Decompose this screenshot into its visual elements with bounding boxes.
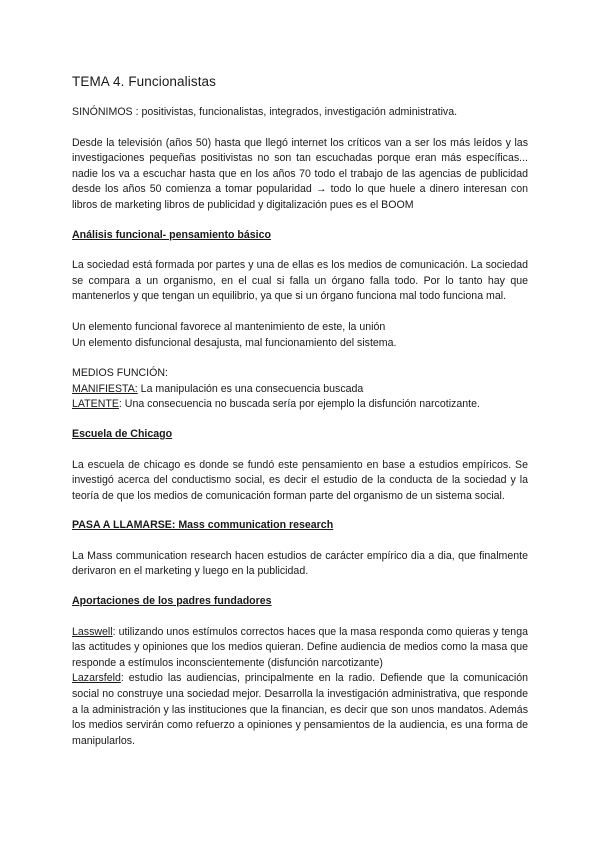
section-heading-chicago: Escuela de Chicago	[72, 427, 173, 440]
lasswell-paragraph	[72, 625, 528, 672]
mass-paragraph: La Mass communication research hacen estudios de carácter empírico dia a dia, que finalmente derivaron en el marketing y luego en la publicidad.	[72, 549, 528, 578]
section-heading-aportaciones: Aportaciones de los padres fundadores	[72, 595, 272, 608]
latente-label: LATENTE	[72, 398, 119, 411]
disfuncional-line: Un elemento disfuncional desajusta, mal funcionamiento del sistema.	[72, 336, 397, 349]
page-title: TEMA 4. Funcionalistas	[72, 74, 217, 89]
intro-paragraph: Desde la televisión (años 50) hasta que llegó internet los críticos van a ser los más leídos y las investigaciones pequeñas positivistas no son tan escuchadas porque eran más específicas... nadie los va a escuchar hasta que en los años 70 todo el trabajo de las agencias de publicidad desde los años 50 comienza a tomar popularidad → todo lo que huele a dinero interesan con libros de marketing libros de publicidad y digitalización pues es el BOOM	[72, 136, 528, 211]
lazarsfeld-label: Lazarsfeld	[72, 672, 121, 685]
manifiesta-label: MANIFIESTA:	[72, 382, 138, 395]
sinonimos-line: SINÓNIMOS : positivistas, funcionalistas, integrados, investigación administrativa.	[72, 106, 458, 118]
document-body	[72, 74, 528, 749]
lasswell-label: Lasswell	[72, 625, 113, 638]
lasswell-text: : utilizando unos estímulos correctos haces que la masa responda como quieras y tenga las actitudes y opiniones que los medios quieran. Define audiencia de medios como la masa que responde a estímulos inconscientemente (disfunción narcotizante)	[72, 625, 528, 669]
latente-line	[72, 397, 528, 413]
manifiesta-text: La manipulación es una consecuencia buscada	[137, 382, 364, 395]
lazarsfeld-paragraph	[72, 671, 528, 749]
manifiesta-line	[72, 382, 528, 398]
lazarsfeld-text: : estudio las audiencias, principalmente en la radio. Defiende que la comunicación social no construye una sociedad mejor. Desarrolla la investigación administrativa, que responde a la administración y las instituciones que la financian, es decir que son unos mandatos. Además los medios servirán como refuerzo a opiniones y pensamientos de la audiencia, es una forma de manipularlos.	[72, 672, 528, 747]
chicago-paragraph: La escuela de chicago es donde se fundó este pensamiento en base a estudios empíricos. Se investigó acerca del conductismo social, es decir el estudio de la conducta de la sociedad y la teoría de que los medios de comunicación forman parte del organismo de un sistema social.	[72, 458, 528, 502]
analisis-paragraph: La sociedad está formada por partes y una de ellas es los medios de comunicación. La sociedad se compara a un organismo, en el cual si falla un órgano falla todo. Por lo tanto hay que mantenerlos y que tengan un equilibrio, ya que si un órgano funciona mal todo funciona mal.	[72, 259, 528, 303]
latente-text: : Una consecuencia no buscada sería por ejemplo la disfunción narcotizante.	[118, 398, 480, 411]
medios-funcion-label: MEDIOS FUNCIÓN:	[72, 367, 168, 380]
section-heading-analisis: Análisis funcional- pensamiento básico	[72, 228, 271, 241]
funcional-line: Un elemento funcional favorece al mantenimiento de este, la unión	[72, 320, 386, 333]
section-heading-mass: PASA A LLAMARSE: Mass communication research	[72, 519, 334, 532]
